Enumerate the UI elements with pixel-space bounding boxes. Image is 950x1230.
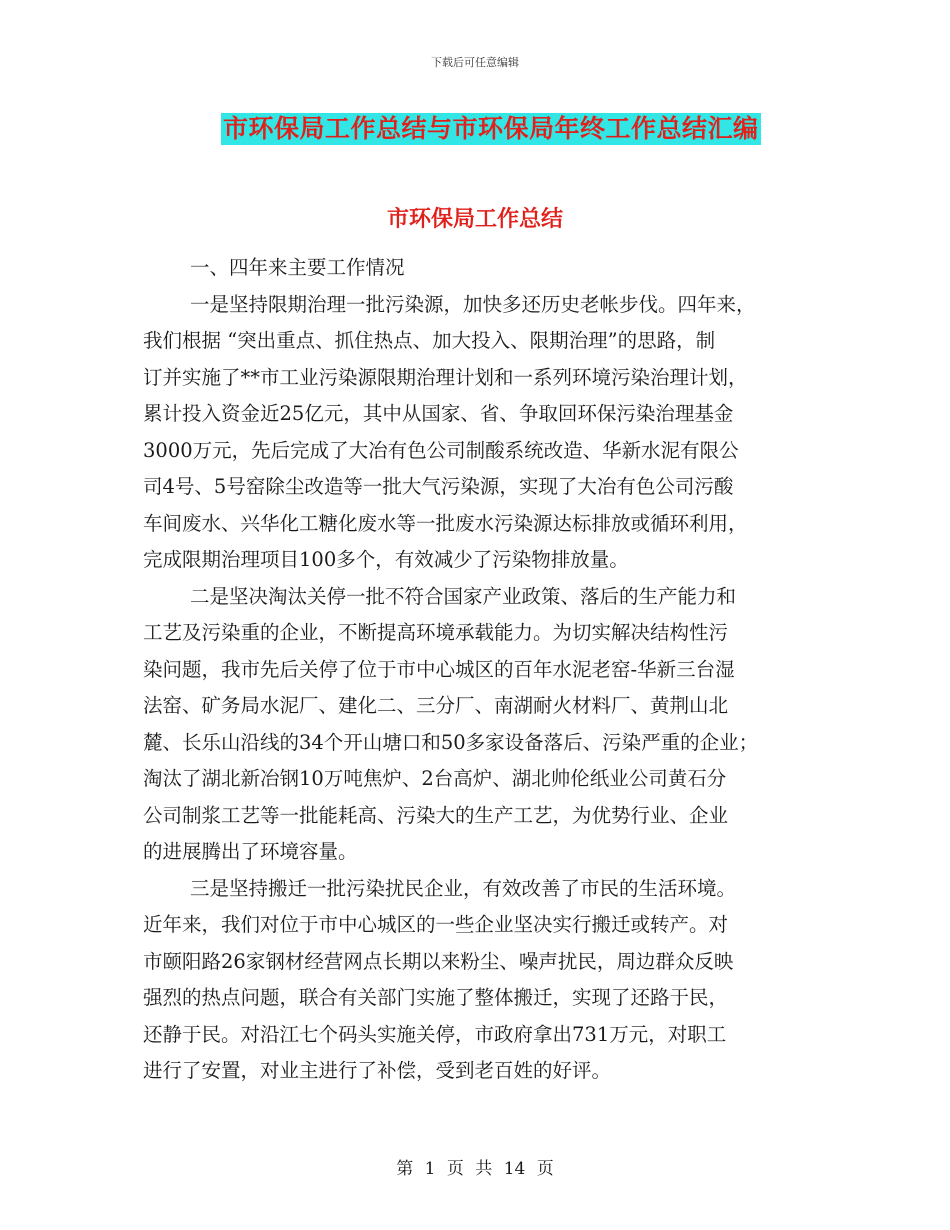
page-footer: 第 1 页 共 14 页: [396, 1159, 554, 1179]
text-line: 三是坚持搬迁一批污染扰民企业，有效改善了市民的生活环境。: [190, 876, 737, 900]
text-line: 染问题，我市先后关停了位于市中心城区的百年水泥老窑-华新三台湿: [143, 657, 735, 681]
text-line: 车间废水、兴华化工糖化废水等一批废水污染源达标排放或循环利用，: [143, 511, 748, 535]
text-line: 强烈的热点问题，联合有关部门实施了整体搬迁，实现了还路于民，: [143, 986, 729, 1009]
text-line: 进行了安置，对业主进行了补偿，受到老百姓的好评。: [143, 1059, 612, 1082]
document-title: 市环保局工作总结与市环保局年终工作总结汇编: [223, 114, 759, 143]
text-line: 法窑、矿务局水泥厂、建化二、三分厂、南湖耐火材料厂、黄荆山北: [143, 694, 729, 717]
text-line: 市颐阳路26家钢材经营网点长期以来粉尘、噪声扰民，周边群众反映: [143, 949, 734, 973]
text-line: 近年来，我们对位于市中心城区的一些企业坚决实行搬迁或转产。对: [143, 913, 729, 936]
text-line: 淘汰了湖北新冶钢10万吨焦炉、2台高炉、湖北帅伦纸业公司黄石分: [143, 767, 727, 790]
text-line: 二是坚决淘汰关停一批不符合国家产业政策、落后的生产能力和: [190, 584, 737, 608]
text-line: 的进展腾出了环境容量。: [143, 840, 358, 863]
text-line: 累计投入资金近25亿元，其中从国家、省、争取回环保污染治理基金: [143, 402, 734, 425]
text-line: 订并实施了**市工业污染源限期治理计划和一系列环境污染治理计划，: [143, 365, 748, 389]
text-line: 还静于民。对沿江七个码头实施关停，市政府拿出731万元，对职工: [143, 1022, 727, 1046]
text-line: 我们根据 “突出重点、抓住热点、加大投入、限期治理”的思路，制: [143, 329, 716, 352]
text-line: 工艺及污染重的企业，不断提高环境承载能力。为切实解决结构性污: [143, 621, 729, 644]
header-note: 下载后可任意编辑: [431, 56, 519, 69]
text-line: 一、四年来主要工作情况: [190, 256, 405, 279]
section-title: 市环保局工作总结: [386, 206, 563, 232]
text-line: 完成限期治理项目100多个，有效减少了污染物排放量。: [143, 548, 629, 571]
text-line: 3000万元，先后完成了大冶有色公司制酸系统改造、华新水泥有限公: [143, 438, 739, 462]
text-line: 麓、长乐山沿线的34个开山塘口和50多家设备落后、污染严重的企业；: [143, 730, 759, 754]
body-text: [143, 250, 808, 1090]
text-line: 一是坚持限期治理一批污染源，加快多还历史老帐步伐。四年来，: [190, 292, 756, 316]
text-line: 公司制浆工艺等一批能耗高、污染大的生产工艺，为优势行业、企业: [143, 803, 729, 827]
text-line: 司4号、5号窑除尘改造等一批大气污染源，实现了大冶有色公司污酸: [143, 475, 734, 498]
